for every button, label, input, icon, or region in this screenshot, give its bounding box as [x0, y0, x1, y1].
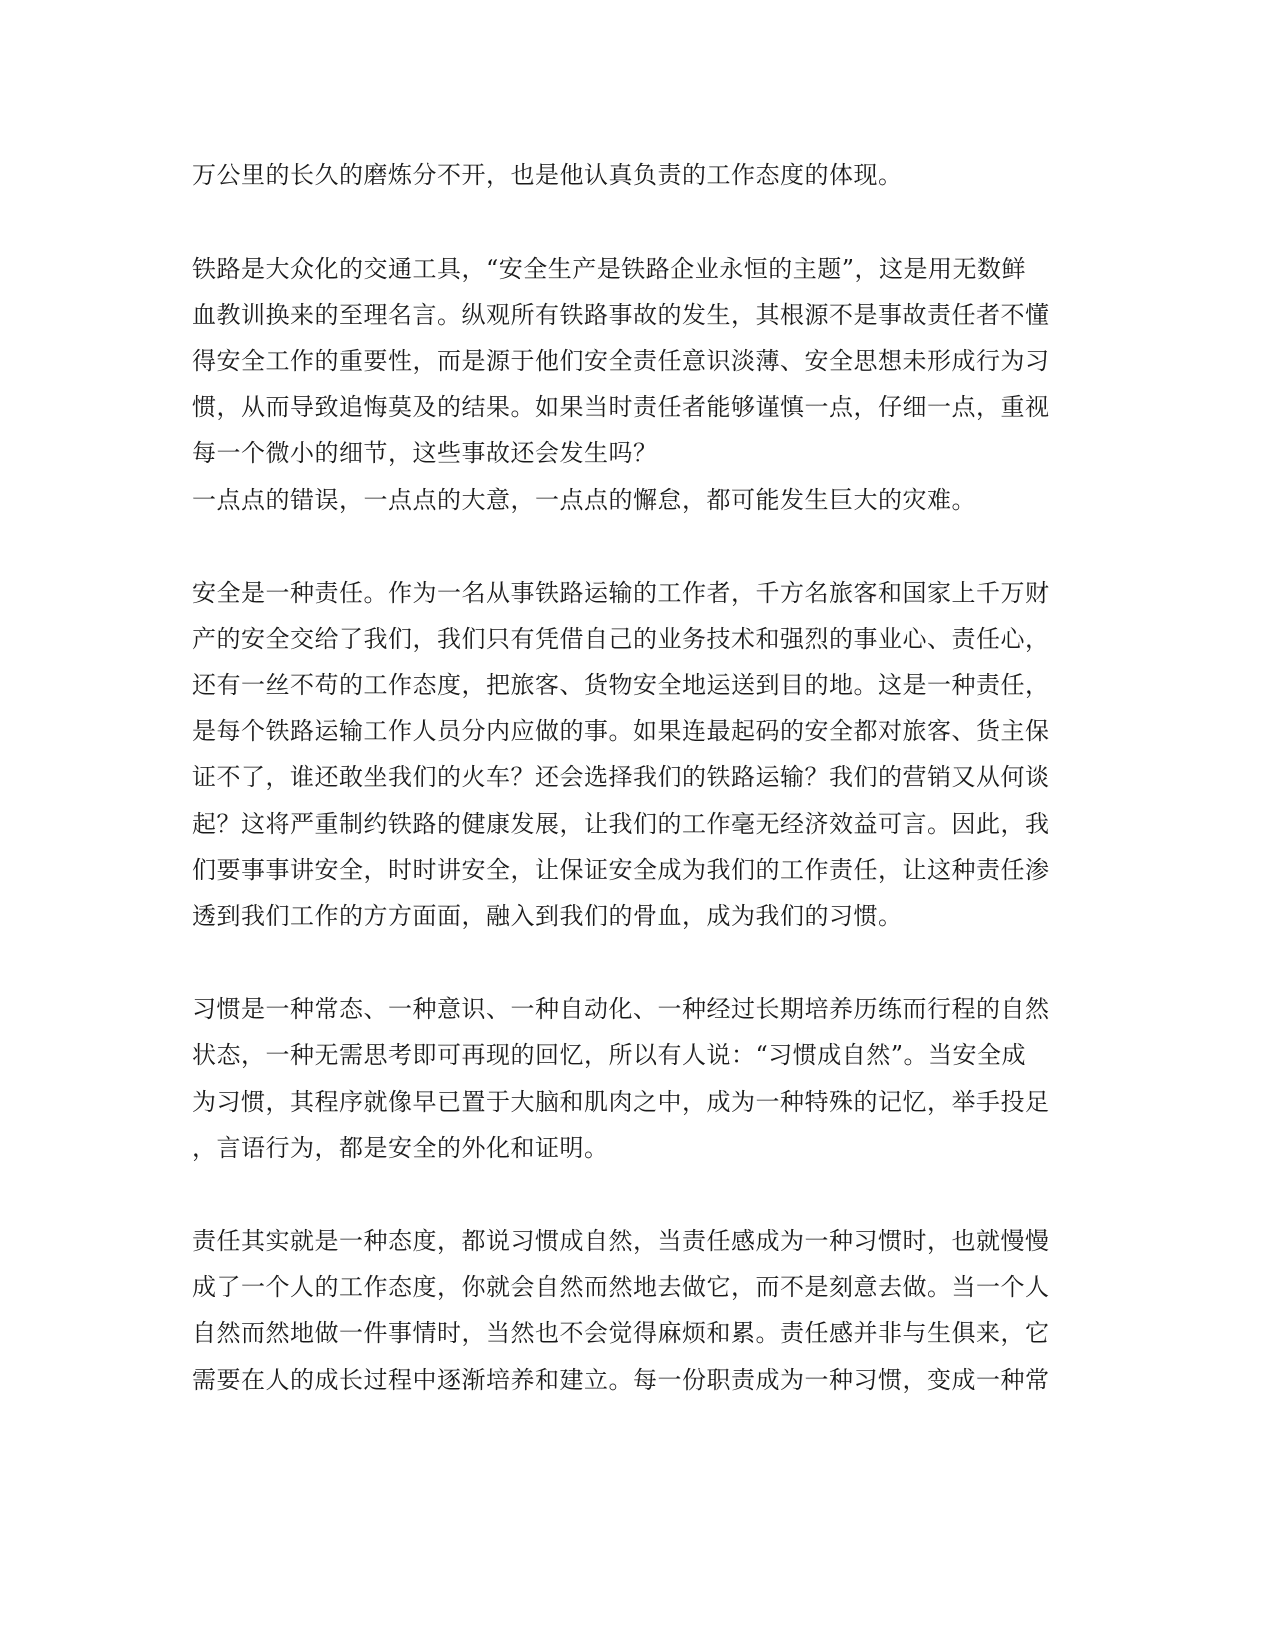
text-line: 万公里的长久的磨炼分不开，也是他认真负责的工作态度的体现。: [192, 161, 903, 189]
text-line: 铁路是大众化的交通工具，“安全生产是铁路企业永恒的主题”，这是用无数鲜: [192, 255, 1027, 283]
text-line: 得安全工作的重要性，而是源于他们安全责任意识淡薄、安全思想未形成行为习: [192, 347, 1050, 375]
text-line: 证不了，谁还敢坐我们的火车？还会选择我们的铁路运输？我们的营销又从何谈: [192, 763, 1050, 791]
text-line: 起？这将严重制约铁路的健康发展，让我们的工作毫无经济效益可言。因此，我: [192, 810, 1050, 838]
text-line: 习惯是一种常态、一种意识、一种自动化、一种经过长期培养历练而行程的自然: [192, 995, 1050, 1023]
text-line: 每一个微小的细节，这些事故还会发生吗？: [192, 439, 658, 467]
text-line: 们要事事讲安全，时时讲安全，让保证安全成为我们的工作责任，让这种责任渗: [192, 856, 1050, 884]
text-line: 产的安全交给了我们，我们只有凭借自己的业务技术和强烈的事业心、责任心，: [192, 625, 1050, 653]
text-line: 是每个铁路运输工作人员分内应做的事。如果连最起码的安全都对旅客、货主保: [192, 717, 1050, 745]
text-line: 状态，一种无需思考即可再现的回忆，所以有人说：“习惯成自然”。当安全成: [192, 1041, 1027, 1069]
text-line: 自然而然地做一件事情时，当然也不会觉得麻烦和累。责任感并非与生俱来，它: [192, 1319, 1050, 1347]
text-line: 还有一丝不苟的工作态度，把旅客、货物安全地运送到目的地。这是一种责任，: [192, 671, 1050, 699]
text-line: 一点点的错误，一点点的大意，一点点的懈怠，都可能发生巨大的灾难。: [192, 486, 976, 514]
text-line: 透到我们工作的方方面面，融入到我们的骨血，成为我们的习惯。: [192, 902, 903, 930]
text-line: 惯，从而导致追悔莫及的结果。如果当时责任者能够谨慎一点，仔细一点，重视: [192, 393, 1050, 421]
text-line: 为习惯，其程序就像早已置于大脑和肌肉之中，成为一种特殊的记忆，举手投足: [192, 1088, 1050, 1116]
text-line: 责任其实就是一种态度，都说习惯成自然，当责任感成为一种习惯时，也就慢慢: [192, 1227, 1050, 1255]
text-line: ，言语行为，都是安全的外化和证明。: [192, 1134, 609, 1162]
text-line: 血教训换来的至理名言。纵观所有铁路事故的发生，其根源不是事故责任者不懂: [192, 301, 1050, 329]
text-line: 成了一个人的工作态度，你就会自然而然地去做它，而不是刻意去做。当一个人: [192, 1273, 1050, 1301]
text-line: 需要在人的成长过程中逐渐培养和建立。每一份职责成为一种习惯，变成一种常: [192, 1366, 1050, 1394]
text-line: 安全是一种责任。作为一名从事铁路运输的工作者，千方名旅客和国家上千万财: [192, 579, 1050, 607]
